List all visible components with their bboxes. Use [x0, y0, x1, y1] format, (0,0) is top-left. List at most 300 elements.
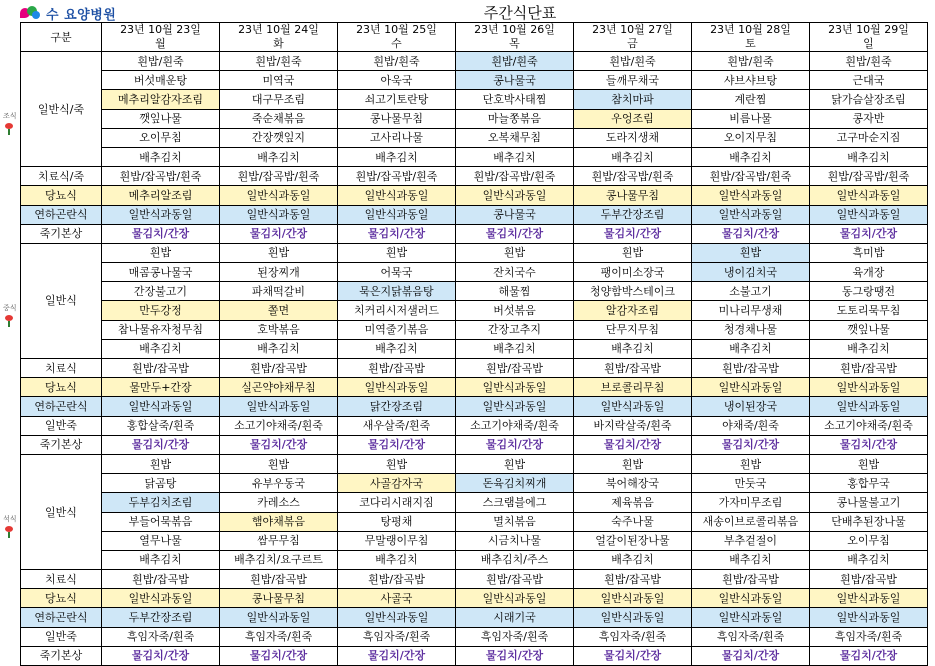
menu-cell: 일반식과동일	[810, 397, 928, 416]
menu-row	[21, 339, 928, 358]
menu-cell: 흰밥/흰죽	[692, 52, 810, 71]
menu-row	[21, 147, 928, 166]
meal-gutter-label: 조식	[3, 112, 17, 121]
menu-cell: 흰밥/잡곡밥	[692, 359, 810, 378]
date-text: 23년 10월 28일	[710, 23, 791, 36]
menu-cell: 파채떡갈비	[220, 282, 338, 301]
menu-cell: 두부간장조림	[574, 205, 692, 224]
menu-cell: 물김치/간장	[338, 646, 456, 665]
menu-cell: 물김치/간장	[692, 646, 810, 665]
menu-cell: 흰밥/흰죽	[456, 52, 574, 71]
menu-cell: 일반식과동일	[692, 608, 810, 627]
menu-cell: 흰밥	[338, 454, 456, 473]
menu-cell: 돈육김치찌개	[456, 474, 574, 493]
menu-cell: 얼갈이된장나물	[574, 531, 692, 550]
menu-row	[21, 282, 928, 301]
menu-cell: 닭간장조림	[338, 397, 456, 416]
menu-cell: 미역줄기볶음	[338, 320, 456, 339]
menu-cell: 일반식과동일	[456, 378, 574, 397]
menu-cell: 흰밥/잡곡밥	[338, 570, 456, 589]
menu-cell: 시금치나물	[456, 531, 574, 550]
weekday-text: 수	[391, 37, 402, 50]
category-label: 일반식	[21, 243, 102, 358]
menu-cell: 단배추된장나물	[810, 512, 928, 531]
menu-cell: 배추김치	[810, 550, 928, 569]
menu-cell: 야채죽/흰죽	[692, 416, 810, 435]
menu-cell: 흑임자죽/흰죽	[456, 627, 574, 646]
menu-cell: 흰밥/잡곡밥	[574, 570, 692, 589]
diet-row	[21, 167, 928, 186]
menu-cell: 배추김치	[574, 147, 692, 166]
menu-cell: 흰밥/흰죽	[574, 52, 692, 71]
menu-row	[21, 320, 928, 339]
menu-cell: 소고기야채죽/흰죽	[220, 416, 338, 435]
menu-cell: 흰밥/잡곡밥/흰죽	[220, 167, 338, 186]
menu-cell: 물김치/간장	[456, 224, 574, 243]
menu-cell: 샤브샤브탕	[692, 71, 810, 90]
menu-cell: 흰밥/잡곡밥	[220, 359, 338, 378]
menu-cell: 흰밥/잡곡밥	[102, 570, 220, 589]
menu-cell: 물김치/간장	[338, 435, 456, 454]
menu-cell: 단호박사태찜	[456, 90, 574, 109]
menu-cell: 간장깻잎지	[220, 128, 338, 147]
menu-cell: 실곤약야채무침	[220, 378, 338, 397]
menu-cell: 배추김치	[692, 339, 810, 358]
menu-cell: 흰밥/흰죽	[220, 52, 338, 71]
menu-row	[21, 301, 928, 320]
menu-cell: 마늘쫑볶음	[456, 109, 574, 128]
menu-cell: 콩자반	[810, 109, 928, 128]
menu-cell: 오이무침	[810, 531, 928, 550]
menu-cell: 흰밥/잡곡밥	[810, 359, 928, 378]
flower-icon	[4, 123, 14, 135]
menu-cell: 어묵국	[338, 263, 456, 282]
weekday-text: 일	[863, 37, 874, 50]
menu-cell: 고구마순지짐	[810, 128, 928, 147]
menu-cell: 청양함박스테이크	[574, 282, 692, 301]
menu-cell: 일반식과동일	[338, 378, 456, 397]
diet-label: 치료식	[21, 359, 102, 378]
menu-cell: 일반식과동일	[692, 205, 810, 224]
menu-cell: 흑미밥	[810, 243, 928, 262]
diet-label: 죽기본상	[21, 435, 102, 454]
menu-cell: 흰밥/흰죽	[102, 52, 220, 71]
diet-label: 치료식	[21, 570, 102, 589]
menu-cell: 흰밥	[102, 243, 220, 262]
menu-cell: 흰밥/잡곡밥	[220, 570, 338, 589]
menu-cell: 흰밥/잡곡밥/흰죽	[574, 167, 692, 186]
menu-cell: 흰밥	[220, 243, 338, 262]
menu-cell: 배추김치	[810, 147, 928, 166]
menu-cell: 일반식과동일	[810, 186, 928, 205]
menu-cell: 배추김치/요구르트	[220, 550, 338, 569]
menu-cell: 흰밥	[692, 243, 810, 262]
menu-row	[21, 71, 928, 90]
menu-cell: 배추김치	[102, 339, 220, 358]
meal-gutter-label: 중식	[3, 303, 17, 312]
menu-cell: 일반식과동일	[456, 397, 574, 416]
menu-cell: 두부간장조림	[102, 608, 220, 627]
menu-cell: 메추리알조림	[102, 186, 220, 205]
diet-label: 당뇨식	[21, 378, 102, 397]
menu-cell: 물김치/간장	[810, 224, 928, 243]
menu-cell: 우엉조림	[574, 109, 692, 128]
menu-cell: 흰밥	[338, 243, 456, 262]
diet-label: 죽기본상	[21, 224, 102, 243]
menu-cell: 콩나물국	[456, 205, 574, 224]
column-label: 구분	[21, 23, 102, 52]
diet-label: 연하곤란식	[21, 397, 102, 416]
menu-cell: 탕평채	[338, 512, 456, 531]
menu-cell: 숙주나물	[574, 512, 692, 531]
menu-cell: 냉이된장국	[692, 397, 810, 416]
category-label: 일반식	[21, 454, 102, 569]
diet-label: 일반죽	[21, 627, 102, 646]
menu-cell: 바지락살죽/흰죽	[574, 416, 692, 435]
diet-label: 당뇨식	[21, 589, 102, 608]
date-header	[102, 23, 220, 52]
menu-cell: 물김치/간장	[574, 224, 692, 243]
diet-row	[21, 416, 928, 435]
menu-cell: 쌈무무침	[220, 531, 338, 550]
menu-cell: 오이지무침	[692, 128, 810, 147]
menu-cell: 물김치/간장	[338, 224, 456, 243]
flower-icon	[4, 526, 14, 538]
menu-cell: 해물찜	[456, 282, 574, 301]
weekday-text: 목	[509, 37, 520, 50]
menu-row	[21, 512, 928, 531]
header-row	[21, 23, 928, 52]
menu-cell: 일반식과동일	[574, 608, 692, 627]
menu-cell: 만둣국	[692, 474, 810, 493]
menu-cell: 부들어묵볶음	[102, 512, 220, 531]
menu-cell: 일반식과동일	[810, 589, 928, 608]
menu-cell: 흰밥	[102, 454, 220, 473]
menu-cell: 일반식과동일	[456, 186, 574, 205]
menu-cell: 죽순채볶음	[220, 109, 338, 128]
menu-cell: 일반식과동일	[220, 397, 338, 416]
menu-cell: 간장고추지	[456, 320, 574, 339]
category-label: 일반식/죽	[21, 52, 102, 167]
menu-cell: 햄야채볶음	[220, 512, 338, 531]
menu-cell: 일반식과동일	[692, 378, 810, 397]
menu-cell: 무말랭이무침	[338, 531, 456, 550]
menu-cell: 배추김치/주스	[456, 550, 574, 569]
date-header	[456, 23, 574, 52]
menu-cell: 소고기야채죽/흰죽	[810, 416, 928, 435]
menu-cell: 일반식과동일	[338, 205, 456, 224]
diet-label: 치료식/죽	[21, 167, 102, 186]
menu-cell: 멸치볶음	[456, 512, 574, 531]
menu-cell: 흰밥/잡곡밥/흰죽	[692, 167, 810, 186]
diet-row	[21, 224, 928, 243]
menu-cell: 대구무조림	[220, 90, 338, 109]
menu-cell: 흰밥	[692, 454, 810, 473]
date-text: 23년 10월 26일	[474, 23, 555, 36]
flower-icon	[4, 315, 14, 327]
menu-cell: 닭곰탕	[102, 474, 220, 493]
menu-cell: 흰밥	[456, 243, 574, 262]
menu-cell: 브로콜리무침	[574, 378, 692, 397]
menu-cell: 청경채나물	[692, 320, 810, 339]
leaf-logo-icon	[20, 6, 42, 20]
menu-cell: 쇠고기토란탕	[338, 90, 456, 109]
menu-cell: 배추김치	[338, 147, 456, 166]
diet-label: 연하곤란식	[21, 608, 102, 627]
menu-cell: 흰밥	[574, 243, 692, 262]
menu-cell: 흑임자죽/흰죽	[574, 627, 692, 646]
menu-cell: 물김치/간장	[102, 224, 220, 243]
menu-cell: 흰밥/잡곡밥/흰죽	[456, 167, 574, 186]
menu-row	[21, 52, 928, 71]
menu-cell: 부추겉절이	[692, 531, 810, 550]
menu-cell: 배추김치	[338, 550, 456, 569]
date-header	[692, 23, 810, 52]
menu-cell: 아욱국	[338, 71, 456, 90]
weekday-text: 토	[745, 37, 756, 50]
menu-cell: 흰밥/잡곡밥/흰죽	[810, 167, 928, 186]
date-text: 23년 10월 24일	[238, 23, 319, 36]
menu-cell: 배추김치	[338, 339, 456, 358]
date-header	[220, 23, 338, 52]
menu-cell: 근대국	[810, 71, 928, 90]
menu-cell: 버섯매운탕	[102, 71, 220, 90]
menu-cell: 오이무침	[102, 128, 220, 147]
menu-cell: 배추김치	[102, 550, 220, 569]
menu-cell: 들깨무채국	[574, 71, 692, 90]
menu-cell: 흑임자죽/흰죽	[102, 627, 220, 646]
menu-cell: 흰밥/잡곡밥	[456, 570, 574, 589]
menu-cell: 비름나물	[692, 109, 810, 128]
menu-cell: 두부김치조림	[102, 493, 220, 512]
menu-cell: 물만두+간장	[102, 378, 220, 397]
menu-cell: 깻잎나물	[102, 109, 220, 128]
menu-row	[21, 531, 928, 550]
diet-row	[21, 186, 928, 205]
menu-cell: 치커리시저샐러드	[338, 301, 456, 320]
menu-cell: 고사리나물	[338, 128, 456, 147]
menu-cell: 쫄면	[220, 301, 338, 320]
diet-row	[21, 608, 928, 627]
menu-cell: 배추김치	[692, 550, 810, 569]
menu-cell: 배추김치	[810, 339, 928, 358]
menu-cell: 일반식과동일	[692, 186, 810, 205]
menu-cell: 흑임자죽/흰죽	[220, 627, 338, 646]
menu-cell: 물김치/간장	[574, 646, 692, 665]
menu-cell: 흰밥/잡곡밥	[102, 359, 220, 378]
menu-cell: 일반식과동일	[456, 589, 574, 608]
menu-cell: 간장불고기	[102, 282, 220, 301]
menu-cell: 열무나물	[102, 531, 220, 550]
menu-cell: 시래기국	[456, 608, 574, 627]
menu-cell: 물김치/간장	[220, 646, 338, 665]
menu-cell: 닭가슴살장조림	[810, 90, 928, 109]
menu-cell: 물김치/간장	[456, 646, 574, 665]
menu-cell: 북어해장국	[574, 474, 692, 493]
menu-cell: 배추김치	[574, 550, 692, 569]
menu-cell: 배추김치	[456, 147, 574, 166]
menu-cell: 된장찌개	[220, 263, 338, 282]
menu-cell: 도라지생채	[574, 128, 692, 147]
menu-cell: 가자미무조림	[692, 493, 810, 512]
menu-cell: 버섯볶음	[456, 301, 574, 320]
diet-row	[21, 646, 928, 665]
menu-cell: 일반식과동일	[102, 589, 220, 608]
logo-text: 수 요양병원	[46, 7, 117, 23]
date-header	[810, 23, 928, 52]
diet-row	[21, 359, 928, 378]
menu-cell: 계란찜	[692, 90, 810, 109]
menu-cell: 물김치/간장	[692, 224, 810, 243]
menu-row	[21, 243, 928, 262]
menu-cell: 새송이브로콜리볶음	[692, 512, 810, 531]
date-text: 23년 10월 25일	[356, 23, 437, 36]
menu-cell: 만두강정	[102, 301, 220, 320]
menu-cell: 깻잎나물	[810, 320, 928, 339]
menu-row	[21, 454, 928, 473]
page-title: 주간식단표	[483, 4, 557, 22]
weekday-text: 월	[155, 37, 166, 50]
menu-cell: 물김치/간장	[456, 435, 574, 454]
menu-row	[21, 474, 928, 493]
diet-row	[21, 627, 928, 646]
menu-cell: 콩나물국	[456, 71, 574, 90]
menu-cell: 흰밥/잡곡밥/흰죽	[338, 167, 456, 186]
menu-cell: 물김치/간장	[102, 435, 220, 454]
menu-cell: 흰밥/흰죽	[338, 52, 456, 71]
menu-cell: 흰밥	[810, 454, 928, 473]
menu-cell: 사골감자국	[338, 474, 456, 493]
menu-cell: 냉이김치국	[692, 263, 810, 282]
menu-cell: 팽이미소장국	[574, 263, 692, 282]
diet-row	[21, 570, 928, 589]
diet-row	[21, 378, 928, 397]
menu-cell: 물김치/간장	[692, 435, 810, 454]
menu-cell: 미역국	[220, 71, 338, 90]
menu-cell: 미나리무생채	[692, 301, 810, 320]
menu-cell: 물김치/간장	[102, 646, 220, 665]
menu-cell: 흰밥/잡곡밥	[810, 570, 928, 589]
menu-cell: 사골국	[338, 589, 456, 608]
diet-label: 죽기본상	[21, 646, 102, 665]
menu-cell: 알감자조림	[574, 301, 692, 320]
date-header	[338, 23, 456, 52]
menu-cell: 흰밥	[456, 454, 574, 473]
menu-cell: 흰밥/잡곡밥	[338, 359, 456, 378]
menu-cell: 물김치/간장	[220, 224, 338, 243]
menu-cell: 단무지무침	[574, 320, 692, 339]
menu-table	[20, 22, 928, 666]
menu-row	[21, 263, 928, 282]
menu-cell: 오복채무침	[456, 128, 574, 147]
menu-cell: 매콤콩나물국	[102, 263, 220, 282]
diet-row	[21, 205, 928, 224]
menu-cell: 메추리알감자조림	[102, 90, 220, 109]
menu-cell: 흰밥/잡곡밥	[456, 359, 574, 378]
menu-cell: 흑임자죽/흰죽	[692, 627, 810, 646]
menu-cell: 콩나물불고기	[810, 493, 928, 512]
menu-row	[21, 109, 928, 128]
menu-cell: 흰밥/흰죽	[810, 52, 928, 71]
weekday-text: 금	[627, 37, 638, 50]
menu-cell: 일반식과동일	[102, 205, 220, 224]
menu-cell: 참치마파	[574, 90, 692, 109]
menu-cell: 배추김치	[692, 147, 810, 166]
menu-cell: 콩나물무침	[574, 186, 692, 205]
menu-cell: 제육볶음	[574, 493, 692, 512]
weekday-text: 화	[273, 37, 284, 50]
menu-cell: 일반식과동일	[338, 608, 456, 627]
menu-cell: 묵은지닭볶음탕	[338, 282, 456, 301]
date-text: 23년 10월 27일	[592, 23, 673, 36]
menu-cell: 일반식과동일	[574, 397, 692, 416]
menu-cell: 배추김치	[456, 339, 574, 358]
menu-cell: 일반식과동일	[102, 397, 220, 416]
menu-cell: 잔치국수	[456, 263, 574, 282]
diet-label: 연하곤란식	[21, 205, 102, 224]
menu-cell: 홍합무국	[810, 474, 928, 493]
menu-row	[21, 128, 928, 147]
menu-cell: 참나물유자청무침	[102, 320, 220, 339]
menu-cell: 일반식과동일	[810, 205, 928, 224]
menu-cell: 일반식과동일	[338, 186, 456, 205]
menu-cell: 배추김치	[220, 339, 338, 358]
menu-cell: 배추김치	[102, 147, 220, 166]
menu-cell: 일반식과동일	[810, 378, 928, 397]
menu-cell: 콩나물무침	[220, 589, 338, 608]
menu-cell: 일반식과동일	[574, 589, 692, 608]
menu-cell: 물김치/간장	[220, 435, 338, 454]
date-header	[574, 23, 692, 52]
menu-cell: 배추김치	[220, 147, 338, 166]
hospital-logo	[20, 4, 116, 22]
diet-label: 일반죽	[21, 416, 102, 435]
menu-cell: 콩나물무침	[338, 109, 456, 128]
menu-cell: 흰밥/잡곡밥	[574, 359, 692, 378]
menu-cell: 스크램블에그	[456, 493, 574, 512]
menu-cell: 일반식과동일	[220, 608, 338, 627]
menu-cell: 소고기야채죽/흰죽	[456, 416, 574, 435]
menu-row	[21, 493, 928, 512]
diet-row	[21, 589, 928, 608]
menu-cell: 육개장	[810, 263, 928, 282]
menu-cell: 일반식과동일	[220, 205, 338, 224]
menu-cell: 카레소스	[220, 493, 338, 512]
diet-label: 당뇨식	[21, 186, 102, 205]
diet-row	[21, 435, 928, 454]
menu-cell: 일반식과동일	[692, 589, 810, 608]
menu-cell: 흑임자죽/흰죽	[338, 627, 456, 646]
menu-cell: 일반식과동일	[220, 186, 338, 205]
menu-cell: 새우살죽/흰죽	[338, 416, 456, 435]
menu-cell: 물김치/간장	[574, 435, 692, 454]
menu-cell: 배추김치	[574, 339, 692, 358]
menu-cell: 호박볶음	[220, 320, 338, 339]
diet-row	[21, 397, 928, 416]
menu-cell: 물김치/간장	[810, 646, 928, 665]
menu-row	[21, 550, 928, 569]
menu-cell: 물김치/간장	[810, 435, 928, 454]
menu-cell: 일반식과동일	[810, 608, 928, 627]
date-text: 23년 10월 29일	[828, 23, 909, 36]
menu-cell: 흑임자죽/흰죽	[810, 627, 928, 646]
menu-cell: 흰밥/잡곡밥	[692, 570, 810, 589]
menu-cell: 흰밥	[220, 454, 338, 473]
date-text: 23년 10월 23일	[120, 23, 201, 36]
menu-cell: 동그랑땡전	[810, 282, 928, 301]
menu-cell: 소불고기	[692, 282, 810, 301]
menu-cell: 흰밥	[574, 454, 692, 473]
